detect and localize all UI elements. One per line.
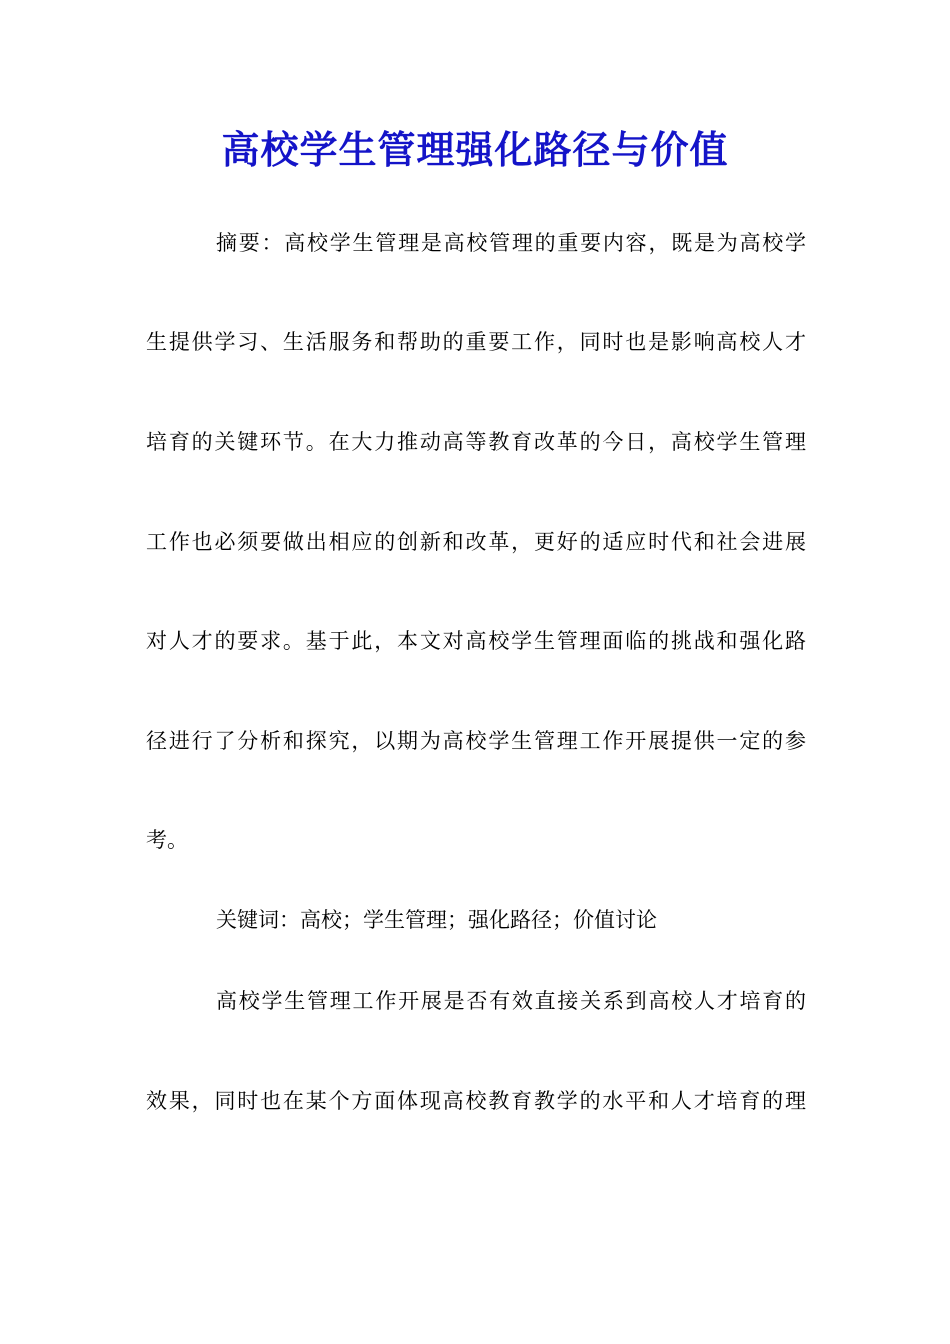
document-title: 高校学生管理强化路径与价值 (221, 127, 729, 172)
keywords-line: 关键词：高校；学生管理；强化路径；价值讨论 (216, 908, 657, 932)
abstract-line: 生提供学习、生活服务和帮助的重要工作，同时也是影响高校人才 (146, 330, 806, 354)
body-line: 高校学生管理工作开展是否有效直接关系到高校人才培育的 (216, 989, 806, 1013)
abstract-line: 径进行了分析和探究，以期为高校学生管理工作开展提供一定的参 (146, 729, 806, 753)
abstract-line: 考。 (146, 828, 188, 852)
body-line: 效果，同时也在某个方面体现高校教育教学的水平和人才培育的理 (146, 1089, 806, 1113)
abstract-line: 对人才的要求。基于此，本文对高校学生管理面临的挑战和强化路 (146, 629, 806, 653)
abstract-line: 摘要：高校学生管理是高校管理的重要内容，既是为高校学 (216, 231, 806, 255)
abstract-line: 培育的关键环节。在大力推动高等教育改革的今日，高校学生管理 (146, 430, 806, 454)
abstract-line: 工作也必须要做出相应的创新和改革，更好的适应时代和社会进展 (146, 530, 806, 554)
